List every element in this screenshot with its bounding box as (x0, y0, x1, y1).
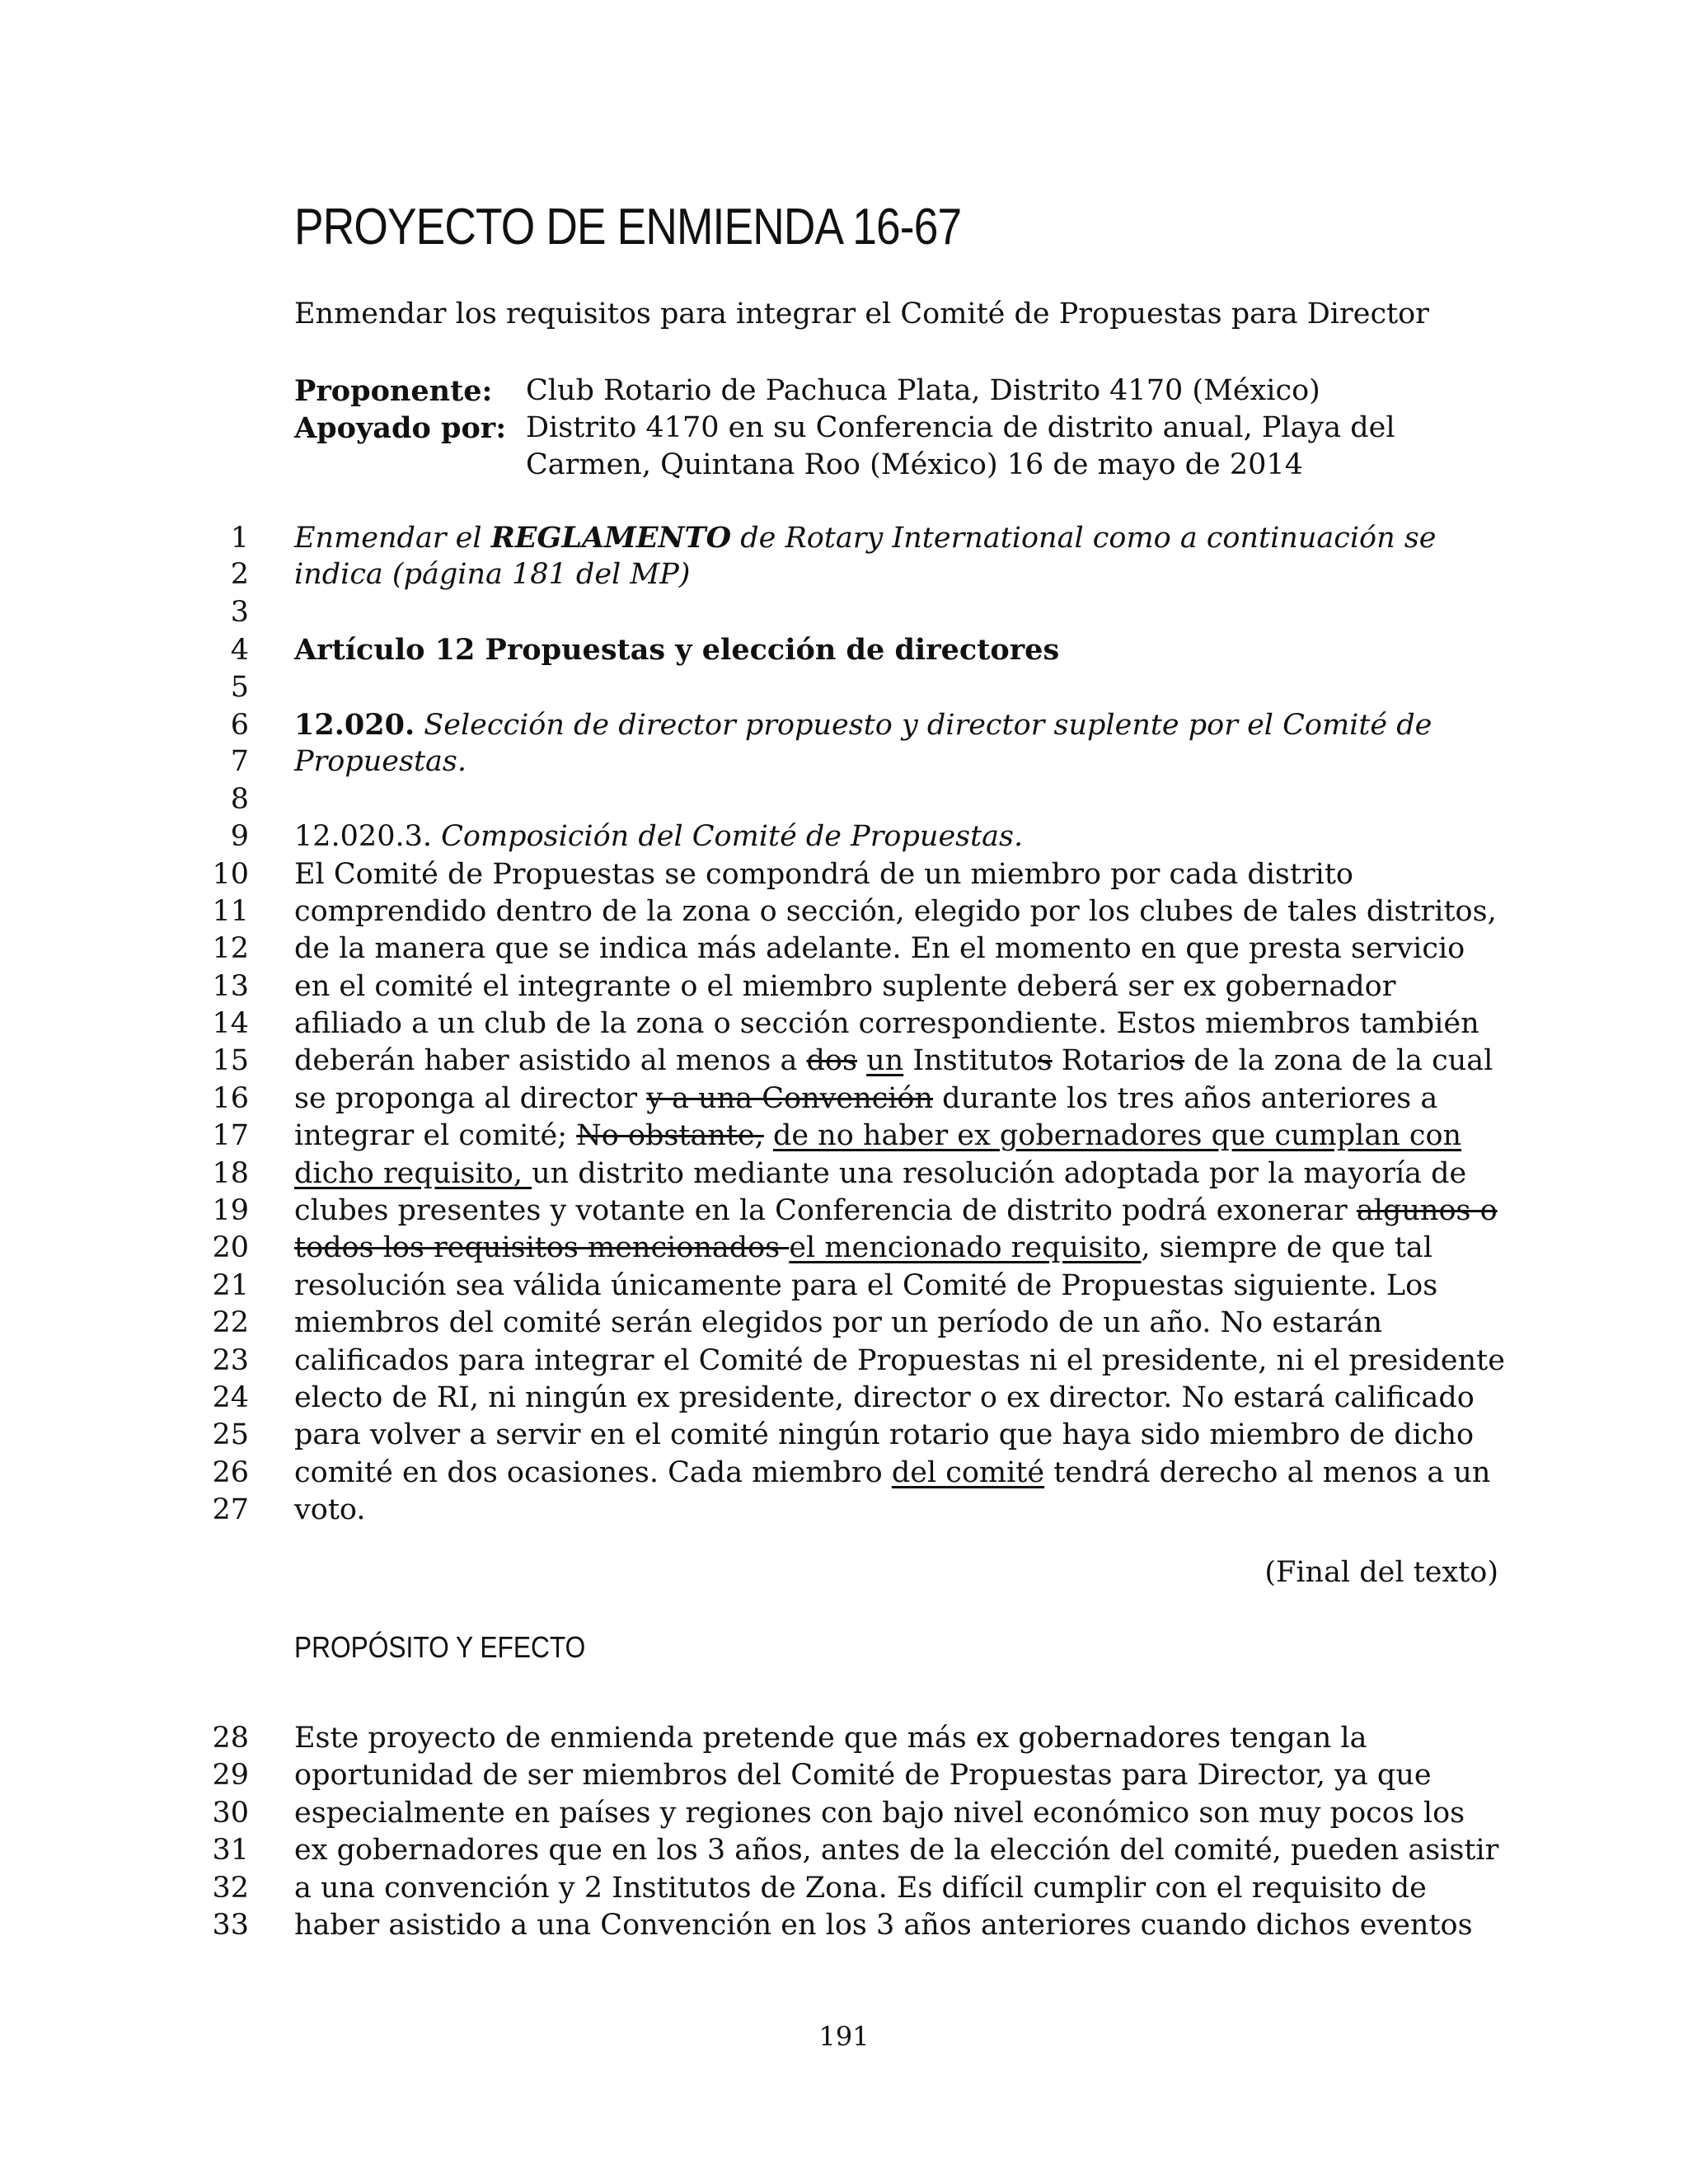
line-text: comprendido dentro de la zona o sección, elegido por los clubes de tales distritos, (294, 894, 1497, 928)
line-number: 26 (212, 1455, 249, 1489)
numbered-line (206, 631, 1492, 668)
numbered-line (206, 519, 1492, 556)
line-number: 18 (212, 1156, 249, 1190)
line-number: 5 (230, 670, 249, 704)
supported-row (294, 410, 1395, 447)
numbered-line (206, 1155, 1492, 1193)
line-text: ex gobernadores que en los 3 años, antes de la elección del comité, pueden asistir (294, 1834, 1499, 1868)
line-number: 24 (212, 1380, 249, 1414)
line-text: Enmendar el REGLAMENTO de Rotary International como a continuación se (294, 521, 1437, 555)
line-text: clubes presentes y votante en la Conferencia de distrito podrá exonerar algunos o (294, 1194, 1498, 1228)
numbered-line (206, 1268, 1492, 1305)
purpose-text-block (206, 1720, 1499, 1944)
line-text: en el comité el integrante o el miembro suplente deberá ser ex gobernador (294, 969, 1396, 1003)
numbered-line (206, 1757, 1492, 1794)
line-text: todos los requisitos mencionados el mencionado requisito, siempre de que tal (294, 1231, 1432, 1265)
numbered-line (206, 856, 1492, 893)
deleted-text: s (1170, 1044, 1185, 1078)
deleted-text: y a una Convención (646, 1081, 934, 1115)
numbered-line (206, 781, 1492, 818)
line-number: 21 (212, 1268, 249, 1302)
line-text: especialmente en países y regiones con bajo nivel económico son muy pocos los (294, 1796, 1465, 1830)
page-number: 191 (818, 2021, 870, 2052)
line-text: voto. (294, 1493, 366, 1527)
numbered-line (206, 968, 1492, 1005)
line-text: afiliado a un club de la zona o sección correspondiente. Estos miembros también (294, 1007, 1479, 1041)
numbered-line (206, 556, 1492, 593)
supported-label: Apoyado por: (294, 411, 507, 445)
amendment-text-block (206, 519, 1505, 1530)
numbered-line (206, 594, 1492, 631)
line-number: 4 (230, 634, 249, 668)
line-number: 14 (212, 1007, 249, 1041)
line-number: 32 (212, 1871, 249, 1905)
line-text: oportunidad de ser miembros del Comité de Propuestas para Director, ya que (294, 1759, 1432, 1793)
numbered-line (206, 1492, 1492, 1529)
supported-value-line2: Carmen, Quintana Roo (México) 16 de mayo de 2014 (526, 448, 1303, 481)
proposal-metadata (294, 373, 1395, 484)
numbered-line (206, 669, 1492, 706)
line-text: dicho requisito, un distrito mediante una resolución adoptada por la mayoría de (294, 1156, 1467, 1190)
numbered-line (206, 1795, 1492, 1832)
line-number: 9 (230, 820, 249, 854)
supported-value-line1: Distrito 4170 en su Conferencia de distrito anual, Playa del (526, 411, 1395, 444)
line-number: 15 (212, 1044, 249, 1078)
numbered-line (206, 1080, 1492, 1118)
numbered-line (206, 1907, 1492, 1944)
section-heading: 12.020. Selección de director propuesto y director suplente por el Comité de (294, 707, 1432, 742)
numbered-line (206, 818, 1492, 855)
numbered-line (206, 1380, 1492, 1417)
numbered-line (206, 1005, 1492, 1043)
inserted-text: un (866, 1044, 904, 1078)
inserted-text: dicho requisito, (294, 1156, 532, 1190)
numbered-line (206, 1193, 1498, 1230)
numbered-line (206, 930, 1492, 968)
numbered-line (206, 743, 1492, 780)
proponent-label: Proponente: (294, 374, 493, 408)
line-text: electo de RI, ni ningún ex presidente, director o ex director. No estará calificado (294, 1380, 1475, 1414)
line-number: 16 (212, 1081, 249, 1115)
line-number: 28 (212, 1722, 249, 1755)
deleted-text: algunos o (1356, 1194, 1498, 1228)
proponent-value: Club Rotario de Pachuca Plata, Distrito 4170 (México) (526, 374, 1320, 407)
line-text: Propuestas. (294, 745, 467, 779)
numbered-line (206, 1832, 1499, 1869)
deleted-text: No obstante, (576, 1119, 764, 1153)
line-number: 30 (212, 1796, 249, 1830)
numbered-line (206, 1720, 1492, 1757)
line-text: comité en dos ocasiones. Cada miembro del comité tendrá derecho al menos a un (294, 1455, 1491, 1489)
line-text: El Comité de Propuestas se compondrá de un miembro por cada distrito (294, 857, 1354, 891)
line-number: 33 (212, 1908, 249, 1942)
supported-row-cont (294, 447, 1395, 484)
numbered-line (206, 1230, 1492, 1267)
line-text: Este proyecto de enmienda pretende que más ex gobernadores tengan la (294, 1722, 1367, 1755)
line-number: 12 (212, 932, 249, 966)
article-heading: Artículo 12 Propuestas y elección de directores (294, 633, 1060, 668)
inserted-text: del comité (891, 1455, 1045, 1489)
line-text: a una convención y 2 Institutos de Zona. Es difícil cumplir con el requisito de (294, 1871, 1427, 1905)
proponent-row (294, 373, 1395, 410)
line-number: 25 (212, 1418, 249, 1452)
line-number: 8 (230, 782, 249, 816)
line-text: haber asistido a una Convención en los 3 años anteriores cuando dichos eventos (294, 1908, 1473, 1942)
line-number: 31 (212, 1834, 249, 1868)
end-of-text-note: (Final del texto) (1264, 1556, 1498, 1589)
line-number: 6 (230, 708, 249, 742)
numbered-line (206, 893, 1497, 930)
line-text: miembros del comité serán elegidos por un período de un año. No estarán (294, 1306, 1383, 1340)
line-text: resolución sea válida únicamente para el Comité de Propuestas siguiente. Los (294, 1268, 1438, 1302)
line-number: 3 (230, 595, 249, 629)
reglamento-text: REGLAMENTO (490, 521, 732, 555)
deleted-text: dos (806, 1044, 857, 1078)
line-number: 23 (212, 1343, 249, 1377)
document-subtitle: Enmendar los requisitos para integrar el Comité de Propuestas para Director (294, 298, 1429, 330)
subsection-heading: 12.020.3. Composición del Comité de Propuestas. (294, 820, 1024, 854)
numbered-line (206, 1043, 1492, 1080)
numbered-line (206, 1118, 1492, 1155)
line-text: indica (página 181 del MP) (294, 558, 691, 592)
line-number: 22 (212, 1306, 249, 1340)
line-text: integrar el comité; No obstante, de no haber ex gobernadores que cumplan con (294, 1119, 1462, 1153)
line-text: calificados para integrar el Comité de Propuestas ni el presidente, ni el presidente (294, 1343, 1505, 1377)
numbered-line (206, 1417, 1492, 1454)
numbered-line (206, 1455, 1492, 1492)
line-number: 17 (212, 1119, 249, 1153)
line-number: 7 (230, 745, 249, 779)
deleted-text: s (1037, 1044, 1053, 1078)
numbered-line (206, 706, 1492, 743)
line-number: 29 (212, 1759, 249, 1793)
line-number: 13 (212, 969, 249, 1003)
line-text: deberán haber asistido al menos a dos un Institutos Rotarios de la zona de la cual (294, 1044, 1493, 1078)
line-number: 27 (212, 1493, 249, 1527)
deleted-text: todos los requisitos mencionados (294, 1231, 790, 1265)
line-number: 10 (212, 857, 249, 891)
line-number: 20 (212, 1231, 249, 1265)
inserted-text: de no haber ex gobernadores que cumplan con (772, 1119, 1462, 1153)
line-number: 11 (212, 894, 249, 928)
line-number: 19 (212, 1194, 249, 1228)
line-text: de la manera que se indica más adelante. En el momento en que presta servicio (294, 932, 1465, 966)
line-text: se proponga al director y a una Convención durante los tres años anteriores a (294, 1081, 1438, 1115)
numbered-line (206, 1343, 1505, 1380)
line-number: 2 (230, 558, 249, 592)
numbered-line (206, 1305, 1492, 1342)
numbered-line (206, 1870, 1492, 1907)
purpose-heading: PROPÓSITO Y EFECTO (294, 1630, 586, 1664)
inserted-text: el mencionado requisito (789, 1231, 1142, 1265)
line-text: para volver a servir en el comité ningún rotario que haya sido miembro de dicho (294, 1418, 1475, 1452)
line-number: 1 (230, 522, 249, 555)
document-title: PROYECTO DE ENMIENDA 16-67 (294, 199, 962, 255)
